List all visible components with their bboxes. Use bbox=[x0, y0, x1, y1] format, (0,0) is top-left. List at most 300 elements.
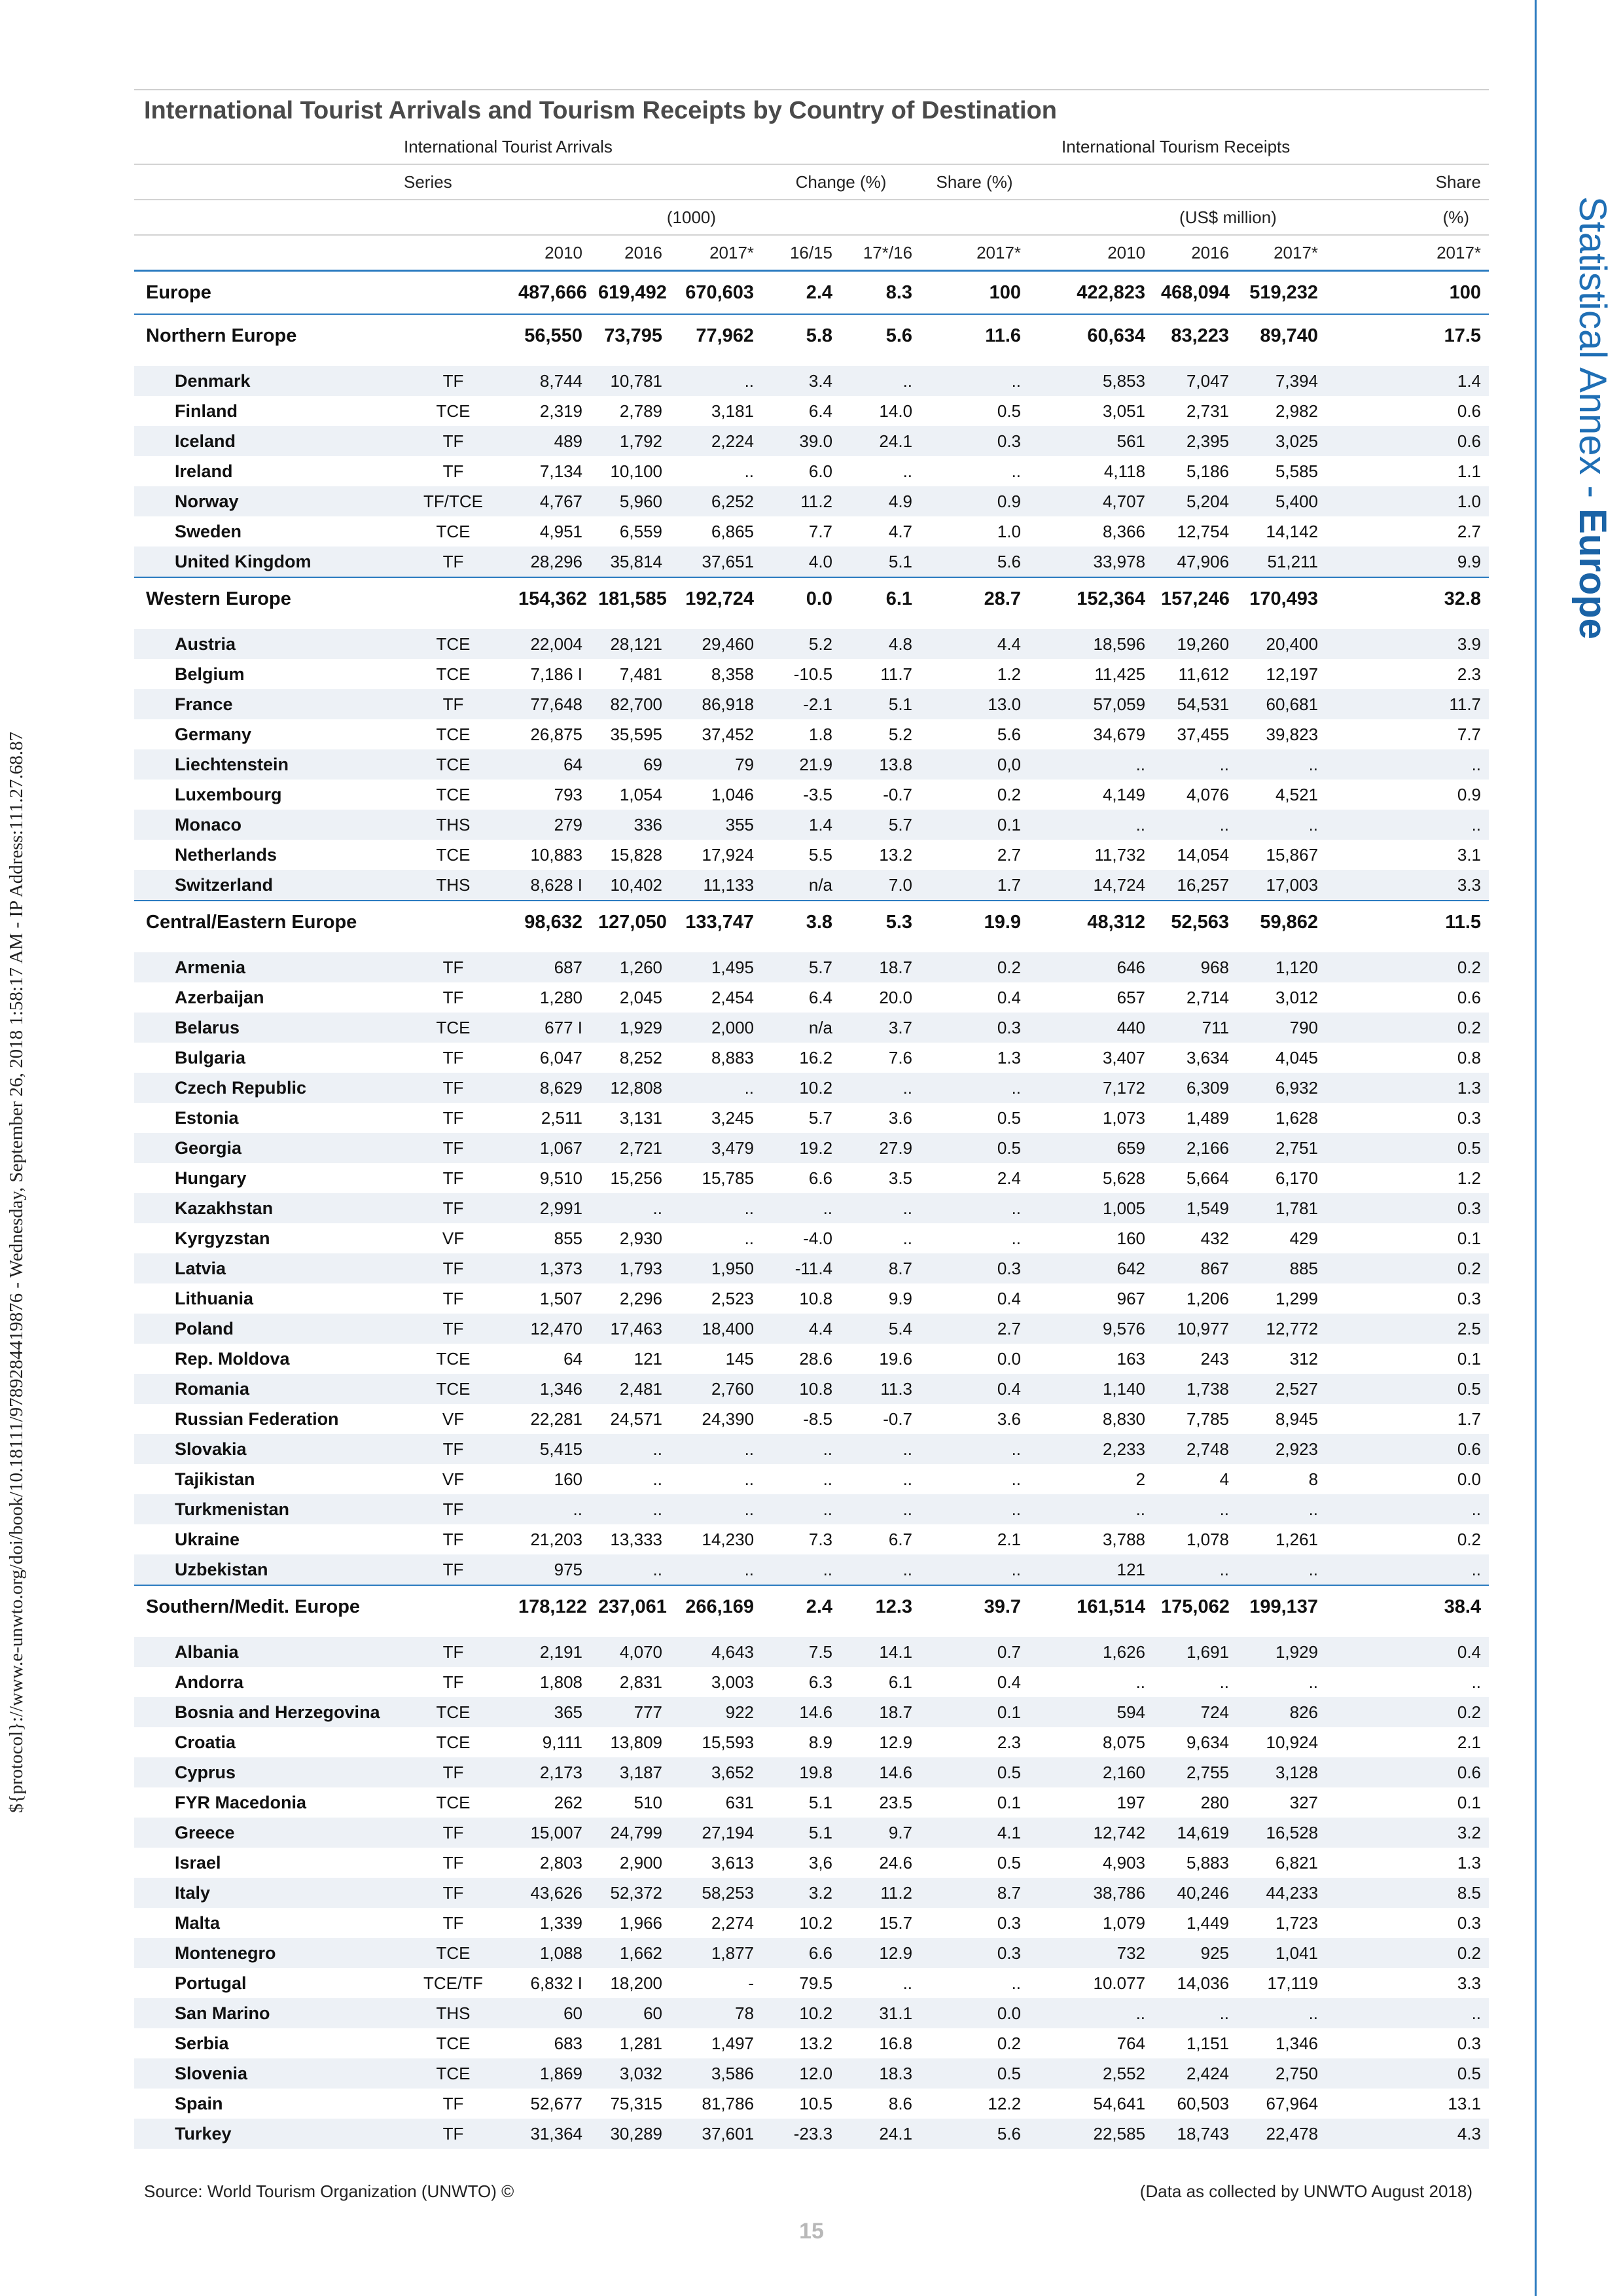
value-cell: 37,651 bbox=[670, 547, 762, 577]
country-row bbox=[134, 1013, 1489, 1043]
value-cell: 2,991 bbox=[510, 1193, 590, 1223]
country-row bbox=[134, 1374, 1489, 1404]
value-cell: 2,900 bbox=[619, 1852, 662, 1873]
value-cell: 5.4 bbox=[840, 1314, 920, 1344]
value-cell: 17.5 bbox=[1326, 314, 1489, 357]
share2-header: Share bbox=[1326, 164, 1489, 200]
value-cell: 3,6 bbox=[808, 1852, 833, 1873]
value-cell: 1,339 bbox=[539, 1912, 582, 1933]
value-cell: 2,750 bbox=[1237, 2058, 1326, 2089]
value-cell: 19.2 bbox=[762, 1133, 840, 1163]
column-header: 2016 bbox=[590, 235, 670, 271]
value-cell: 0.5 bbox=[1326, 1374, 1489, 1404]
country-row bbox=[134, 1103, 1489, 1133]
row-label: Netherlands bbox=[175, 844, 277, 865]
value-cell: 181,585 bbox=[590, 577, 670, 620]
value-cell: 14.6 bbox=[840, 1757, 920, 1787]
value-cell: 0.3 bbox=[920, 1253, 1029, 1283]
row-label: Norway bbox=[134, 486, 396, 516]
series-cell: TF bbox=[442, 1168, 464, 1188]
value-cell: 5,853 bbox=[1029, 366, 1153, 396]
value-cell: 3.6 bbox=[997, 1408, 1022, 1429]
value-cell: 12.9 bbox=[879, 1732, 913, 1752]
value-cell: 5.1 bbox=[840, 547, 920, 577]
value-cell: 975 bbox=[510, 1554, 590, 1585]
value-cell: 711 bbox=[1153, 1013, 1237, 1043]
value-cell: 3,025 bbox=[1237, 426, 1326, 456]
series-cell: TF bbox=[396, 1193, 510, 1223]
value-cell: 3,128 bbox=[1237, 1757, 1326, 1787]
value-cell: 52,372 bbox=[590, 1878, 670, 1908]
value-cell: 2,527 bbox=[1237, 1374, 1326, 1404]
row-label: Russian Federation bbox=[175, 1408, 339, 1429]
value-cell: 855 bbox=[554, 1228, 582, 1248]
value-cell: .. bbox=[840, 1434, 920, 1464]
value-cell: 10,100 bbox=[610, 461, 662, 481]
value-cell: 0.6 bbox=[1326, 1434, 1489, 1464]
value-cell: 39.7 bbox=[920, 1585, 1029, 1628]
value-cell: 10.2 bbox=[762, 1073, 840, 1103]
value-cell: 5,204 bbox=[1153, 486, 1237, 516]
series-cell: TF bbox=[442, 461, 464, 481]
share-header: Share (%) bbox=[920, 164, 1029, 200]
value-cell: 0,0 bbox=[920, 749, 1029, 780]
value-cell: .. bbox=[1153, 749, 1237, 780]
value-cell: 777 bbox=[590, 1697, 670, 1727]
value-cell: 7,481 bbox=[619, 664, 662, 684]
value-cell: 1.3 bbox=[1326, 1073, 1489, 1103]
value-cell: 1,067 bbox=[510, 1133, 590, 1163]
value-cell: 154,362 bbox=[510, 577, 590, 620]
value-cell: 5.1 bbox=[808, 1792, 833, 1812]
row-label: Southern/Medit. Europe bbox=[134, 1585, 396, 1628]
value-cell: 15,785 bbox=[702, 1168, 755, 1188]
series-cell: TF bbox=[396, 366, 510, 396]
value-cell: 15.7 bbox=[879, 1912, 913, 1933]
value-cell: 18,400 bbox=[670, 1314, 762, 1344]
value-cell: 47,906 bbox=[1153, 547, 1237, 577]
value-cell: 15,256 bbox=[610, 1168, 662, 1188]
value-cell: 1,054 bbox=[619, 784, 662, 804]
value-cell: 18.7 bbox=[840, 1697, 920, 1727]
row-label: Portugal bbox=[175, 1973, 247, 1993]
value-cell: 4,045 bbox=[1275, 1047, 1319, 1067]
value-cell: 4,149 bbox=[1102, 784, 1146, 804]
series-cell: TF bbox=[442, 1529, 464, 1549]
value-cell: 0.5 bbox=[920, 1133, 1029, 1163]
series-cell: TCE bbox=[396, 1013, 510, 1043]
value-cell: .. bbox=[920, 1073, 1029, 1103]
row-label: Azerbaijan bbox=[175, 987, 264, 1007]
column-header: 16/15 bbox=[762, 235, 840, 271]
value-cell: 22,281 bbox=[530, 1408, 582, 1429]
country-row bbox=[134, 1314, 1489, 1344]
value-cell: 1,793 bbox=[590, 1253, 670, 1283]
value-cell: 7,047 bbox=[1153, 366, 1237, 396]
series-cell: TF bbox=[396, 1253, 510, 1283]
row-label: Sweden bbox=[175, 521, 242, 541]
value-cell: 7,394 bbox=[1237, 366, 1326, 396]
value-cell: 2,930 bbox=[619, 1228, 662, 1248]
value-cell: 510 bbox=[633, 1792, 662, 1812]
country-row bbox=[134, 426, 1489, 456]
series-cell: TCE bbox=[396, 1697, 510, 1727]
value-cell: 32.8 bbox=[1326, 577, 1489, 620]
value-cell: 17,003 bbox=[1237, 870, 1326, 901]
value-cell: .. bbox=[762, 1193, 840, 1223]
country-row bbox=[134, 982, 1489, 1013]
series-cell: TF bbox=[442, 1288, 464, 1308]
value-cell: 355 bbox=[670, 810, 762, 840]
value-cell: -2.1 bbox=[762, 689, 840, 719]
row-label: Greece bbox=[134, 1818, 396, 1848]
country-row bbox=[134, 719, 1489, 749]
value-cell: 6.0 bbox=[808, 461, 833, 481]
value-cell: 2,523 bbox=[711, 1288, 755, 1308]
value-cell: 793 bbox=[554, 784, 582, 804]
value-cell: 1,950 bbox=[670, 1253, 762, 1283]
value-cell: 6.3 bbox=[808, 1672, 833, 1692]
series-cell: TF bbox=[442, 987, 464, 1007]
value-cell: -4.0 bbox=[803, 1228, 833, 1248]
value-cell: 0.6 bbox=[1326, 426, 1489, 456]
value-cell: .. bbox=[1029, 1998, 1153, 2028]
row-label: Czech Republic bbox=[134, 1073, 396, 1103]
value-cell: 78 bbox=[670, 1998, 762, 2028]
value-cell: 79 bbox=[670, 749, 762, 780]
value-cell: 1,151 bbox=[1186, 2033, 1230, 2053]
value-cell: 11,425 bbox=[1094, 664, 1146, 684]
value-cell: .. bbox=[1326, 810, 1489, 840]
value-cell: .. bbox=[840, 366, 920, 396]
country-row bbox=[134, 870, 1489, 901]
country-row bbox=[134, 2089, 1489, 2119]
country-row bbox=[134, 1848, 1489, 1878]
value-cell: 14,142 bbox=[1266, 521, 1319, 541]
value-cell: 5,415 bbox=[510, 1434, 590, 1464]
value-cell: 0.9 bbox=[1457, 784, 1482, 804]
series-cell: TCE bbox=[436, 1732, 471, 1752]
region-total-row bbox=[134, 271, 1489, 315]
value-cell: 1,346 bbox=[510, 1374, 590, 1404]
country-row bbox=[134, 1878, 1489, 1908]
value-cell: 3,131 bbox=[619, 1107, 662, 1128]
value-cell: 0.3 bbox=[920, 1013, 1029, 1043]
value-cell: 10,924 bbox=[1266, 1732, 1319, 1752]
value-cell: 3.2 bbox=[1326, 1818, 1489, 1848]
value-cell: 5.1 bbox=[762, 1818, 840, 1848]
value-cell: .. bbox=[1135, 1672, 1146, 1692]
value-cell: 4,070 bbox=[590, 1637, 670, 1667]
value-cell: 8 bbox=[1308, 1469, 1319, 1489]
value-cell: 8,945 bbox=[1275, 1408, 1319, 1429]
value-cell: 24,390 bbox=[702, 1408, 755, 1429]
series-cell: TCE/TF bbox=[423, 1973, 483, 1993]
row-label: Western Europe bbox=[134, 577, 396, 620]
value-cell: 4.3 bbox=[1326, 2119, 1489, 2149]
country-row bbox=[134, 810, 1489, 840]
value-cell: 12,772 bbox=[1237, 1314, 1326, 1344]
value-cell: 22,585 bbox=[1029, 2119, 1153, 2149]
row-label: Slovenia bbox=[134, 2058, 396, 2089]
country-row bbox=[134, 1697, 1489, 1727]
value-cell: 336 bbox=[590, 810, 670, 840]
value-cell: 3,652 bbox=[670, 1757, 762, 1787]
series-cell: TCE bbox=[436, 401, 471, 421]
value-cell: .. bbox=[1011, 1469, 1022, 1489]
value-cell: 6,252 bbox=[670, 486, 762, 516]
value-cell: .. bbox=[590, 1494, 670, 1524]
value-cell: 30,289 bbox=[590, 2119, 670, 2149]
row-label: Bosnia and Herzegovina bbox=[134, 1697, 396, 1727]
value-cell: 2.4 bbox=[762, 271, 840, 315]
value-cell: .. bbox=[744, 1469, 755, 1489]
series-cell bbox=[396, 901, 510, 943]
value-cell: .. bbox=[510, 1494, 590, 1524]
receipts-unit: (US$ million) bbox=[1153, 200, 1326, 235]
value-cell: 1.7 bbox=[920, 870, 1029, 901]
series-cell bbox=[396, 577, 510, 620]
series-cell: TF bbox=[396, 1818, 510, 1848]
row-label: Liechtenstein bbox=[134, 749, 396, 780]
value-cell: 432 bbox=[1200, 1228, 1230, 1248]
value-cell: 11,732 bbox=[1094, 844, 1146, 865]
series-cell: TCE bbox=[436, 2033, 471, 2053]
value-cell: 44,233 bbox=[1237, 1878, 1326, 1908]
row-label: Latvia bbox=[134, 1253, 396, 1283]
value-cell: 14.1 bbox=[840, 1637, 920, 1667]
receipts-group-header: International Tourism Receipts bbox=[1029, 130, 1489, 164]
value-cell: 38.4 bbox=[1326, 1585, 1489, 1628]
value-cell: 1.7 bbox=[1457, 1408, 1482, 1429]
value-cell: 1,120 bbox=[1237, 952, 1326, 982]
value-cell: 1,738 bbox=[1153, 1374, 1237, 1404]
value-cell: 4.4 bbox=[762, 1314, 840, 1344]
value-cell: 440 bbox=[1029, 1013, 1153, 1043]
value-cell: 1,046 bbox=[711, 784, 755, 804]
value-cell: 0.5 bbox=[1326, 2058, 1489, 2089]
country-row bbox=[134, 1133, 1489, 1163]
value-cell: .. bbox=[920, 1434, 1029, 1464]
value-cell: 170,493 bbox=[1237, 577, 1326, 620]
value-cell: 1.2 bbox=[997, 664, 1022, 684]
value-cell: 7,134 bbox=[539, 461, 582, 481]
value-cell: 7.0 bbox=[840, 870, 920, 901]
header-row-groups bbox=[134, 130, 1489, 164]
value-cell: 6,559 bbox=[619, 521, 662, 541]
value-cell: 646 bbox=[1029, 952, 1153, 982]
value-cell: 327 bbox=[1289, 1792, 1319, 1812]
value-cell: 1,497 bbox=[711, 2033, 755, 2053]
value-cell: 18,200 bbox=[610, 1973, 662, 1993]
value-cell: 0.0 bbox=[997, 1348, 1022, 1369]
value-cell: 13.8 bbox=[840, 749, 920, 780]
value-cell: 14,230 bbox=[702, 1529, 755, 1549]
value-cell: 10.2 bbox=[762, 1998, 840, 2028]
row-label: Switzerland bbox=[134, 870, 396, 901]
value-cell: 2,481 bbox=[590, 1374, 670, 1404]
column-header: 2017* bbox=[670, 235, 762, 271]
row-label: Uzbekistan bbox=[134, 1554, 396, 1585]
value-cell: 1,869 bbox=[510, 2058, 590, 2089]
value-cell: .. bbox=[1471, 1672, 1482, 1692]
value-cell: 2,319 bbox=[539, 401, 582, 421]
value-cell: 79.5 bbox=[799, 1973, 833, 1993]
value-cell: 12,742 bbox=[1029, 1818, 1153, 1848]
row-label: Germany bbox=[175, 724, 252, 744]
value-cell: 6.7 bbox=[888, 1529, 913, 1549]
value-cell: 764 bbox=[1116, 2033, 1146, 2053]
value-cell: 60,634 bbox=[1029, 314, 1153, 357]
country-row bbox=[134, 1787, 1489, 1818]
row-label: Hungary bbox=[175, 1168, 247, 1188]
value-cell: 17,924 bbox=[702, 844, 755, 865]
value-cell: 2,000 bbox=[670, 1013, 762, 1043]
country-row bbox=[134, 456, 1489, 486]
value-cell: 0.8 bbox=[1457, 1047, 1482, 1067]
value-cell: 121 bbox=[633, 1348, 662, 1369]
value-cell: 2,789 bbox=[619, 401, 662, 421]
value-cell: 0.3 bbox=[920, 1938, 1029, 1968]
value-cell: 8,366 bbox=[1102, 521, 1146, 541]
value-cell: 52,563 bbox=[1153, 901, 1237, 943]
value-cell: 0.3 bbox=[1457, 1288, 1482, 1308]
top-rule bbox=[134, 89, 1489, 90]
value-cell: 0.5 bbox=[920, 1757, 1029, 1787]
value-cell: 24,799 bbox=[590, 1818, 670, 1848]
value-cell: .. bbox=[652, 1469, 662, 1489]
value-cell: 1,041 bbox=[1237, 1938, 1326, 1968]
value-cell: 10.5 bbox=[799, 2093, 833, 2113]
value-cell: 161,514 bbox=[1029, 1585, 1153, 1628]
value-cell: .. bbox=[1326, 1494, 1489, 1524]
value-cell: 5.5 bbox=[808, 844, 833, 865]
subregion-row bbox=[134, 901, 1489, 943]
value-cell: 13,333 bbox=[610, 1529, 662, 1549]
country-row bbox=[134, 1434, 1489, 1464]
value-cell: 5.7 bbox=[808, 1107, 833, 1128]
value-cell: 561 bbox=[1029, 426, 1153, 456]
value-cell: 0.2 bbox=[920, 952, 1029, 982]
value-cell: 519,232 bbox=[1237, 271, 1326, 315]
value-cell: 0.0 bbox=[1457, 1469, 1482, 1489]
value-cell: 38,786 bbox=[1029, 1878, 1153, 1908]
value-cell: 8,629 bbox=[510, 1073, 590, 1103]
value-cell: 7.5 bbox=[762, 1637, 840, 1667]
value-cell: 178,122 bbox=[510, 1585, 590, 1628]
value-cell: 2,552 bbox=[1029, 2058, 1153, 2089]
series-cell: TF bbox=[396, 1073, 510, 1103]
value-cell: 33,978 bbox=[1029, 547, 1153, 577]
country-row bbox=[134, 689, 1489, 719]
value-cell: 13.2 bbox=[879, 844, 913, 865]
value-cell: 0.4 bbox=[920, 1374, 1029, 1404]
row-label: Ukraine bbox=[175, 1529, 240, 1549]
value-cell: 1,549 bbox=[1153, 1193, 1237, 1223]
column-header: 2010 bbox=[510, 235, 590, 271]
value-cell: 199,137 bbox=[1237, 1585, 1326, 1628]
value-cell: 312 bbox=[1289, 1348, 1319, 1369]
country-row bbox=[134, 1223, 1489, 1253]
value-cell: 237,061 bbox=[590, 1585, 670, 1628]
country-row bbox=[134, 1968, 1489, 1998]
value-cell: 925 bbox=[1153, 1938, 1237, 1968]
value-cell: 197 bbox=[1116, 1792, 1146, 1812]
country-row bbox=[134, 396, 1489, 426]
value-cell: 1,073 bbox=[1102, 1107, 1146, 1128]
value-cell: 5.8 bbox=[762, 314, 840, 357]
value-cell: 2,803 bbox=[539, 1852, 582, 1873]
value-cell: 4,076 bbox=[1186, 784, 1230, 804]
value-cell: 3,613 bbox=[711, 1852, 755, 1873]
value-cell: 16,528 bbox=[1237, 1818, 1326, 1848]
series-cell: TCE bbox=[436, 784, 471, 804]
country-row bbox=[134, 1908, 1489, 1938]
value-cell: 4,951 bbox=[539, 521, 582, 541]
value-cell: 1,507 bbox=[539, 1288, 582, 1308]
value-cell: 10,781 bbox=[590, 366, 670, 396]
value-cell: 0.4 bbox=[997, 1672, 1022, 1692]
country-row bbox=[134, 2058, 1489, 2089]
value-cell: 5,628 bbox=[1102, 1168, 1146, 1188]
series-cell: TF bbox=[396, 952, 510, 982]
value-cell: 1,373 bbox=[510, 1253, 590, 1283]
row-label: France bbox=[134, 689, 396, 719]
arrivals-group-header: International Tourist Arrivals bbox=[396, 130, 762, 164]
subregion-row bbox=[134, 1585, 1489, 1628]
value-cell: 0.2 bbox=[1326, 1697, 1489, 1727]
value-cell: 10,883 bbox=[530, 844, 582, 865]
value-cell: 5,186 bbox=[1186, 461, 1230, 481]
value-cell: 1,877 bbox=[670, 1938, 762, 1968]
value-cell: .. bbox=[670, 1494, 762, 1524]
value-cell: 2,395 bbox=[1153, 426, 1237, 456]
value-cell: -23.3 bbox=[762, 2119, 840, 2149]
row-label: Andorra bbox=[175, 1672, 244, 1692]
value-cell: 732 bbox=[1029, 1938, 1153, 1968]
country-row bbox=[134, 1818, 1489, 1848]
value-cell: 1,929 bbox=[1237, 1637, 1326, 1667]
value-cell: 157,246 bbox=[1153, 577, 1237, 620]
value-cell: 4,118 bbox=[1103, 461, 1146, 481]
value-cell: n/a bbox=[762, 1013, 840, 1043]
value-cell: 3,788 bbox=[1102, 1529, 1146, 1549]
value-cell: .. bbox=[762, 1434, 840, 1464]
series-cell: TF bbox=[396, 1637, 510, 1667]
value-cell: .. bbox=[920, 1554, 1029, 1585]
value-cell: 8.6 bbox=[888, 2093, 913, 2113]
value-cell: .. bbox=[1237, 749, 1326, 780]
value-cell: 54,641 bbox=[1093, 2093, 1146, 2113]
value-cell: 9.7 bbox=[840, 1818, 920, 1848]
value-cell: 24.6 bbox=[879, 1852, 913, 1873]
value-cell: 11,612 bbox=[1178, 664, 1230, 684]
value-cell: 13.0 bbox=[920, 689, 1029, 719]
value-cell: 13.2 bbox=[799, 2033, 833, 2053]
series-cell: TF bbox=[442, 1047, 464, 1067]
value-cell: 5,664 bbox=[1186, 1168, 1230, 1188]
value-cell: -10.5 bbox=[793, 664, 833, 684]
value-cell: 5.7 bbox=[762, 952, 840, 982]
value-cell: 14,036 bbox=[1177, 1973, 1230, 1993]
value-cell: 7.6 bbox=[888, 1047, 913, 1067]
value-cell: 3.7 bbox=[840, 1013, 920, 1043]
value-cell: 4.7 bbox=[888, 521, 913, 541]
value-cell: 6,170 bbox=[1275, 1168, 1319, 1188]
value-cell: .. bbox=[670, 1073, 762, 1103]
value-cell: 100 bbox=[1326, 271, 1489, 315]
country-row bbox=[134, 547, 1489, 577]
